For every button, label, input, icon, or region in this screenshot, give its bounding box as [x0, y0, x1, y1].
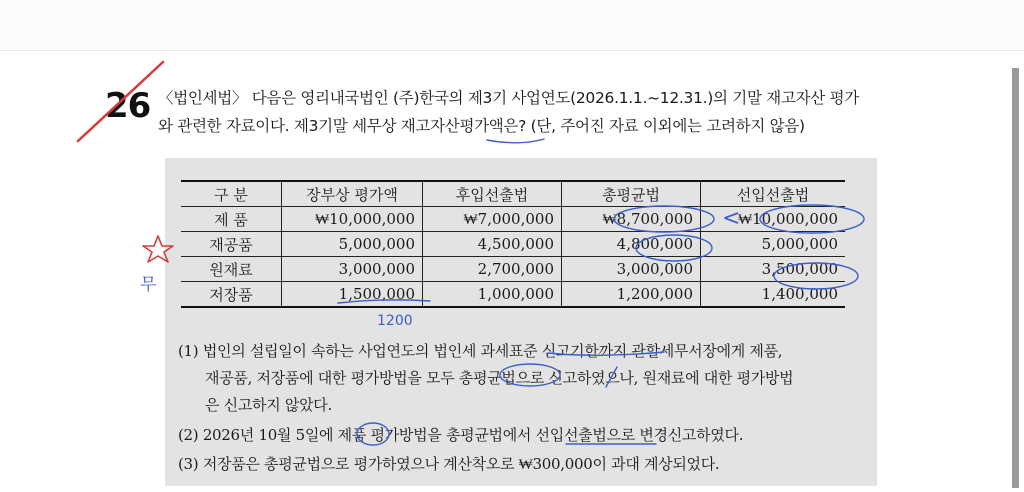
question-number: 26 [105, 86, 151, 126]
table-header-cell: 후입선출법 [423, 181, 562, 207]
question-text-line1: 〈법인세법〉 다음은 영리내국법인 (주)한국의 제3기 사업연도(2026.1.1.~12.31.)의 기말 재고자산 평가 [158, 89, 859, 107]
table-cell: 재공품 [181, 232, 282, 257]
inventory-table [181, 180, 845, 308]
table-cell: 3,000,000 [562, 257, 701, 282]
table-cell: 5,000,000 [701, 232, 846, 257]
handwritten-note-mu: 무 [140, 275, 157, 295]
table-cell: ₩10,000,000 [282, 207, 423, 232]
table-cell: 저장품 [181, 282, 282, 308]
condition-1-line3: 은 신고하지 않았다. [205, 396, 332, 414]
table-cell: ₩10,000,000 [701, 207, 846, 232]
handwritten-less-than: < [722, 206, 741, 231]
table-cell: ₩7,000,000 [423, 207, 562, 232]
table-cell: 1,500,000 [282, 282, 423, 308]
table-cell: 1,400,000 [701, 282, 846, 308]
condition-1-line2: 재공품, 저장품에 대한 평가방법을 모두 총평균법으로 신고하였으나, 원재료에 대한 평가방법 [205, 369, 794, 387]
table-row [181, 232, 845, 257]
table-cell: 원재료 [181, 257, 282, 282]
condition-1-line1: (1) 법인의 설립일이 속하는 사업연도의 법인세 과세표준 신고기한까지 관할세무서장에게 제품, [178, 342, 783, 360]
question-text-line2: 와 관련한 자료이다. 제3기말 세무상 재고자산평가액은? (단, 주어진 자료 이외에는 고려하지 않음) [158, 117, 805, 135]
table-cell: 1,200,000 [562, 282, 701, 308]
table-cell: 2,700,000 [423, 257, 562, 282]
table-header-cell: 선입선출법 [701, 181, 846, 207]
table-cell: ₩8,700,000 [562, 207, 701, 232]
table-cell: 4,500,000 [423, 232, 562, 257]
table-row [181, 207, 845, 232]
table-cell: 1,000,000 [423, 282, 562, 308]
table-cell: 4,800,000 [562, 232, 701, 257]
condition-3: (3) 저장품은 총평균법으로 평가하였으나 계산착오로 ₩300,000이 과대 계상되었다. [178, 455, 720, 473]
table-cell: 3,500,000 [701, 257, 846, 282]
handwritten-note-1200: 1200 [377, 313, 413, 329]
table-header-row [181, 181, 845, 207]
table-cell: 제 품 [181, 207, 282, 232]
page-edge-bar [1012, 68, 1019, 488]
table-header-cell: 장부상 평가액 [282, 181, 423, 207]
table-row [181, 257, 845, 282]
condition-2: (2) 2026년 10월 5일에 제품 평가방법을 총평균법에서 선입선출법으로 변경신고하였다. [178, 426, 744, 444]
table-cell: 5,000,000 [282, 232, 423, 257]
table-cell: 3,000,000 [282, 257, 423, 282]
table-header-cell: 총평균법 [562, 181, 701, 207]
table-row [181, 282, 845, 308]
table-header-cell: 구 분 [181, 181, 282, 207]
